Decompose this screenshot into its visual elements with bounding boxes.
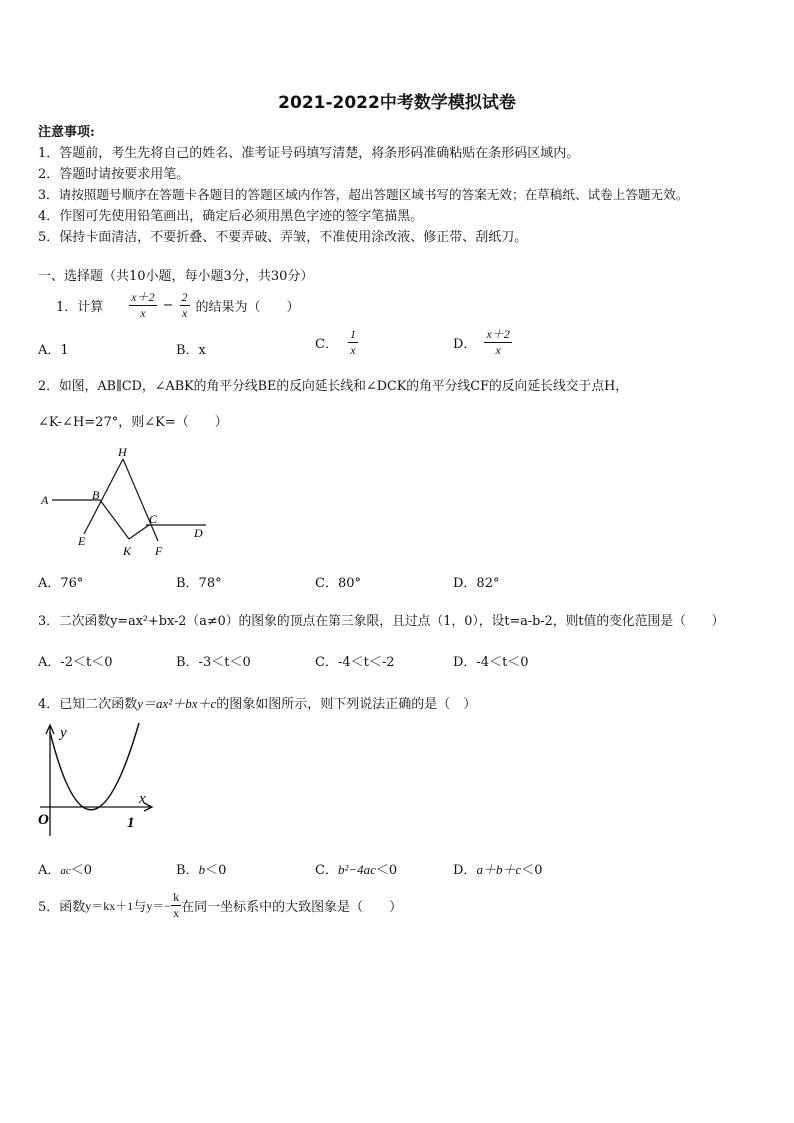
q2-option-d: D．82° (453, 576, 500, 591)
q1-option-c (315, 327, 358, 358)
q3-text: 3．二次函数y=ax²+bx-2（a≠0）的图象的顶点在第三象限，且过点（1，0），设t=a-b-2，则t值的变化范围是（ ） (38, 614, 725, 629)
q4-option-d-expr: a＋b＋c (476, 862, 522, 877)
q1-option-b: B．x (176, 343, 206, 358)
q3-option-a: A．-2＜t＜0 (38, 655, 113, 670)
notice-heading: 注意事项: (38, 125, 95, 140)
notice-item: 4．作图可先使用铅笔画出，确定后必须用黑色字迹的签字笔描黑。 (38, 209, 424, 224)
q4-option-d-label: D． (453, 863, 477, 878)
q3-option-d: D．-4＜t＜0 (453, 655, 529, 670)
label-b: B (92, 488, 100, 502)
q4-option-c (315, 859, 397, 878)
x-axis-label: x (139, 791, 146, 807)
q1-suffix: 的结果为（ ） (195, 300, 300, 315)
q5-function-2-left: y＝− (146, 899, 172, 913)
q1-c-num: 1 (349, 327, 356, 341)
q2-option-b: B．78° (176, 576, 222, 591)
line-h-f (123, 459, 158, 541)
q4-option-c-expr: b²−4ac (337, 862, 376, 877)
q5-frac-num: k (173, 890, 180, 904)
q4-option-b (176, 859, 226, 878)
q5-suffix: 在同一坐标系中的大致图象是（ ） (181, 900, 403, 915)
origin-label: O (38, 812, 49, 828)
q1-fraction-1 (129, 290, 156, 321)
q1-fraction-2 (180, 290, 190, 321)
q1-option-d-label: D． (453, 337, 477, 352)
q1-d-den: x (495, 343, 501, 357)
q4-option-c-label: C． (315, 863, 338, 878)
q2-option-c: C．80° (315, 576, 361, 591)
section-heading: 一、选择题（共10小题，每小题3分，共30分） (38, 269, 314, 284)
tick-label-one: 1 (127, 815, 135, 831)
segment-bk (100, 500, 129, 539)
label-a: A (41, 493, 49, 507)
q5-function-1: y＝kx＋1 (85, 899, 134, 913)
q5-frac-den: x (173, 906, 180, 920)
question-5 (38, 890, 402, 921)
q2-geometry-figure (38, 442, 218, 564)
q1-option-c-fraction (348, 327, 358, 358)
notice-item: 5．保持卡面清洁，不要折叠、不要弄破、弄皱，不准使用涂改液、修正带、刮纸刀。 (38, 230, 528, 245)
notice-item: 1．答题前，考生先将自己的姓名、准考证号码填写清楚，将条形码准确粘贴在条形码区域内。 (38, 146, 580, 161)
q1-c-den: x (350, 343, 356, 357)
q5-prefix: 5．函数 (38, 900, 86, 915)
q1-frac1-den: x (140, 306, 146, 320)
q4-option-a (38, 859, 92, 878)
q4-formula: y＝ax²＋bx＋c (137, 696, 217, 711)
q1-option-c-label: C． (315, 337, 338, 352)
q5-mid: 与 (133, 900, 147, 915)
q1-d-num: x＋2 (486, 327, 510, 341)
label-d: D (194, 526, 203, 540)
q4-option-a-label: A． (38, 863, 61, 878)
q1-minus: − (162, 298, 174, 313)
segment-kc (129, 525, 149, 539)
q4-suffix: 的图象如图所示，则下列说法正确的是（ ） (216, 697, 477, 712)
q2-text-line-1: 2．如图，AB∥CD，∠ABK的角平分线BE的反向延长线和∠DCK的角平分线CF的反向延长线交于点H， (38, 379, 629, 394)
notice-item: 3．请按照题号顺序在答题卡各题目的答题区域内作答，超出答题区域书写的答案无效；在草稿纸、试卷上答题无效。 (38, 187, 689, 202)
label-e: E (78, 534, 86, 548)
label-h: H (118, 445, 127, 459)
q2-text-line-2: ∠K-∠H=27°，则∠K=（ ） (38, 415, 228, 430)
label-k: K (123, 544, 132, 558)
q2-option-a: A．76° (38, 576, 84, 591)
q4-option-b-label: B． (176, 863, 199, 878)
q5-fraction (171, 890, 181, 921)
q4-option-d (453, 859, 543, 878)
q4-option-d-rel: ＜0 (521, 863, 543, 878)
q1-prefix: 1．计算 (56, 300, 104, 315)
q1-option-d (453, 327, 512, 358)
question-1 (56, 290, 300, 321)
q4-option-a-expr: ac (60, 865, 71, 877)
notice-item: 2．答题时请按要求用笔。 (38, 167, 190, 182)
q3-option-b: B．-3＜t＜0 (176, 655, 251, 670)
q1-option-d-fraction (484, 327, 511, 358)
q1-frac2-num: 2 (181, 290, 188, 304)
label-f: F (155, 544, 163, 558)
question-4 (38, 693, 476, 712)
q1-option-a: A．1 (38, 343, 69, 358)
q4-parabola-graph (36, 720, 166, 840)
q1-frac1-num: x＋2 (131, 290, 155, 304)
q4-option-b-expr: b (198, 862, 206, 877)
page-title: 2021-2022中考数学模拟试卷 (278, 93, 516, 113)
q4-option-c-rel: ＜0 (375, 863, 398, 878)
q4-option-a-rel: ＜0 (70, 863, 93, 878)
q4-prefix: 4．已知二次函数 (38, 697, 138, 712)
q1-frac2-den: x (181, 306, 188, 320)
label-c: C (149, 512, 158, 526)
q4-option-b-rel: ＜0 (205, 863, 227, 878)
q3-option-c: C．-4＜t＜-2 (315, 655, 395, 670)
y-axis-label: y (60, 725, 67, 741)
